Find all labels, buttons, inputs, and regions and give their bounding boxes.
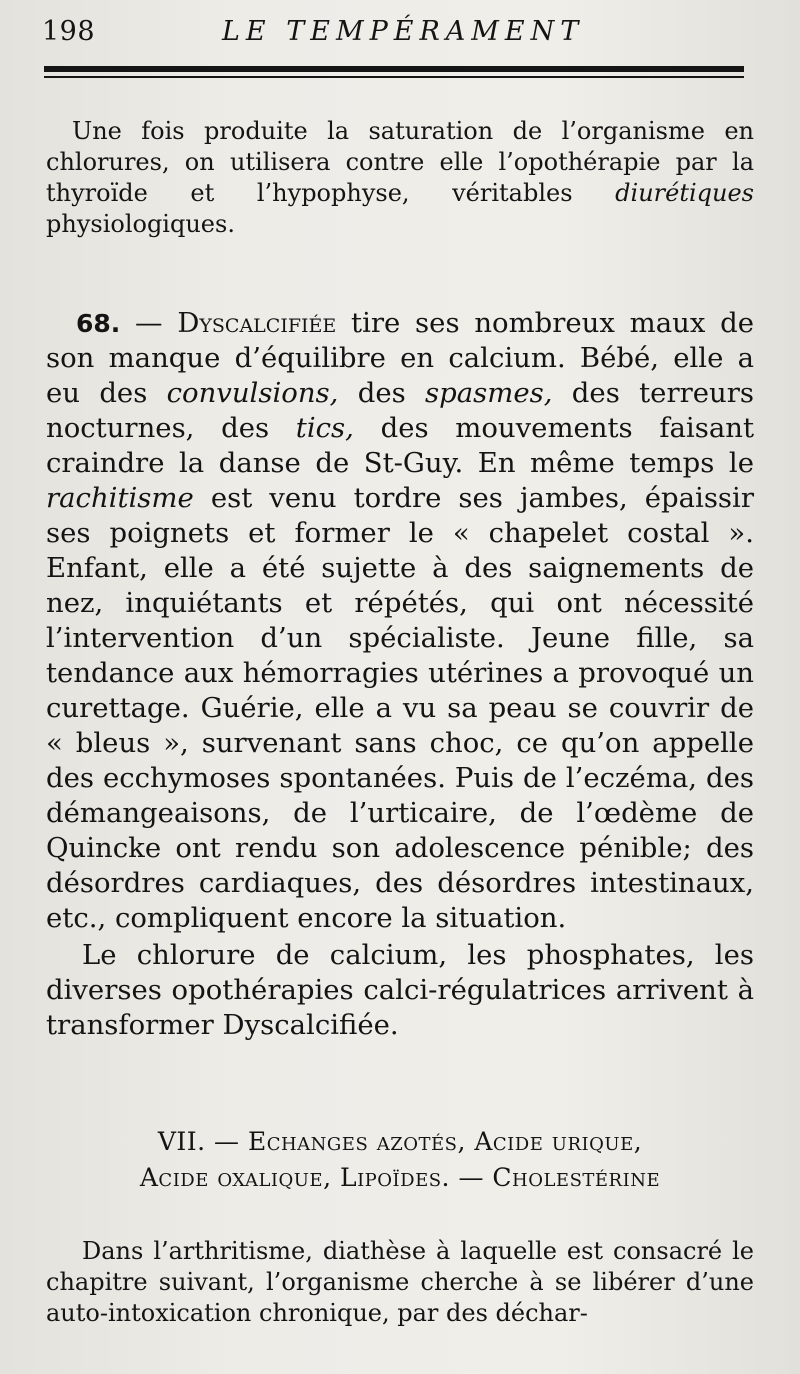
- section-text-2: des: [338, 377, 426, 409]
- intro-paragraph: [46, 116, 754, 240]
- intro-italic-term: diurétiques: [615, 179, 754, 207]
- section-text-5: est venu tordre ses jambes, épaissir ses poignets et former le « chapelet costal ». Enfant, elle a été sujette à des saignements de nez, inquiétants et répétés, qui ont nécessité l’intervention d’un spécialiste. Jeune fille, sa tendance aux hémorragies utérines a provoqué un curettage. Guérie, elle a vu sa peau se couvrir de « bleus », survenant sans choc, ce qu’on appelle des ecchymoses spontanées. Puis de l’eczéma, des démangeaisons, de l’urticaire, de l’œdème de Quincke ont rendu son adolescence pénible; des désordres cardiaques, des désordres intestinaux, etc., compliquent encore la situation.: [46, 482, 754, 934]
- section-68-paragraph: [46, 306, 754, 936]
- intro-text: Une fois produite la saturation de l’organisme en chlorures, on utilisera contre elle l’opothérapie par la thyroïde et l’hypophyse, véritables: [46, 117, 754, 207]
- section-italic-2: spasmes,: [425, 377, 553, 409]
- header-rule-thin: [44, 76, 744, 78]
- section-dash: —: [120, 307, 178, 339]
- page-header: [42, 14, 742, 50]
- intro-text-end: physiologiques.: [46, 210, 235, 238]
- section-text-3: des terreurs nocturnes, des: [46, 377, 754, 444]
- running-title: LE TEMPÉRAMENT: [222, 16, 585, 47]
- chapter-heading-line-2: Acide oxalique, Lipoïdes. — Cholestérine: [139, 1163, 661, 1192]
- section-italic-1: convulsions,: [166, 377, 339, 409]
- section-text-4: des mouvements faisant craindre la danse de St-Guy. En même temps le: [46, 412, 754, 479]
- section-italic-4: rachitisme: [46, 482, 194, 514]
- chapter-heading-line-1: VII. — Echanges azotés, Acide urique,: [157, 1127, 643, 1156]
- section-italic-3: tics,: [295, 412, 354, 444]
- header-rule-thick: [44, 66, 744, 72]
- section-text-1: tire ses nombreux maux de son manque d’équilibre en calcium. Bébé, elle a eu des: [46, 307, 754, 409]
- chapter-heading: [46, 1124, 754, 1196]
- final-paragraph: Dans l’arthritisme, diathèse à laquelle est consacré le chapitre suivant, l’organisme cherche à se libérer d’une auto-intoxication chronique, par des déchar-: [46, 1237, 754, 1327]
- section-title: Dyscalcifiée: [177, 307, 337, 339]
- section-number: 68.: [76, 309, 121, 338]
- page-number: 198: [42, 16, 96, 47]
- closing-paragraph: Le chlorure de calcium, les phosphates, les diverses opothérapies calci-régulatrices arrivent à transformer Dyscalcifiée.: [46, 939, 754, 1041]
